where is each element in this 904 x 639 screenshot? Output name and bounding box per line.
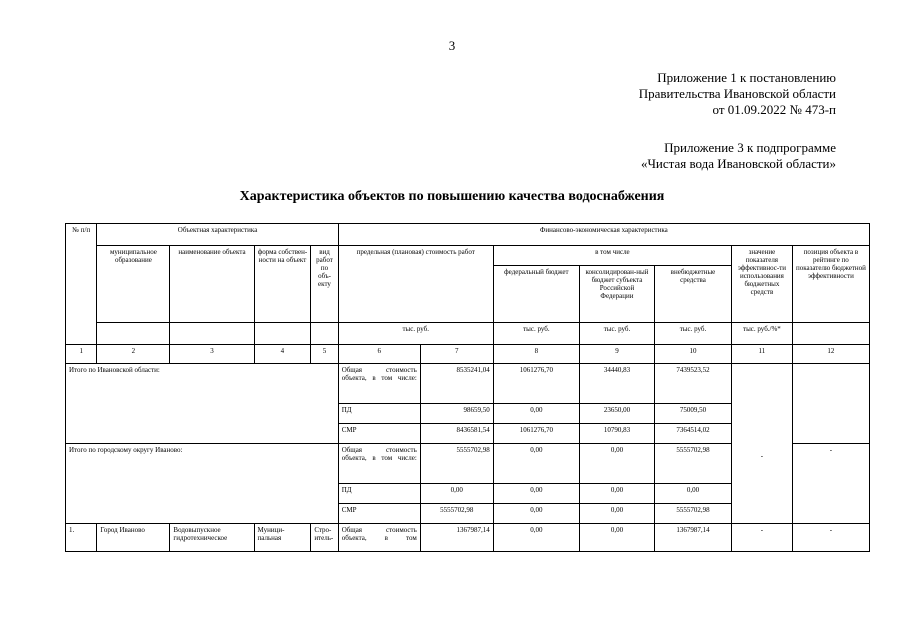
appendix-3-line-1: Приложение 3 к подпрограмме — [664, 140, 836, 155]
document-title: Характеристика объектов по повышению качества водоснабжения — [239, 189, 665, 204]
header-rating: позиция объекта в рейтинге по показателю бюджетной эффективности — [792, 246, 869, 323]
appendix-1-block — [639, 70, 836, 118]
units-consolidated: тыс. руб. — [579, 323, 654, 345]
column-number: 2 — [97, 345, 170, 364]
units-extrabudget: тыс. руб. — [654, 323, 731, 345]
table-cell-consolidated: 0,00 — [579, 484, 654, 504]
table-cell-extrabudget: 0,00 — [654, 484, 731, 504]
item-municipality: Город Иваново — [97, 524, 170, 552]
table-cell-cost: 1367987,14 — [420, 524, 493, 552]
page-number: 3 — [448, 38, 456, 53]
column-number: 10 — [654, 345, 731, 364]
table-cell-consolidated: 0,00 — [579, 444, 654, 484]
units-federal: тыс. руб. — [493, 323, 579, 345]
header-including: в том числе — [493, 246, 731, 266]
column-number: 4 — [254, 345, 311, 364]
header-ownership: форма собствен-ности на объект — [254, 246, 311, 323]
table-cell-rating: - — [792, 444, 869, 524]
table-cell-federal: 0,00 — [493, 524, 579, 552]
appendix-1-line-3: от 01.09.2022 № 473-п — [712, 102, 836, 117]
table-cell-type: Общая стоимость объекта, в том числе: — [338, 444, 420, 484]
column-number: 7 — [420, 345, 493, 364]
column-number: 1 — [66, 345, 97, 364]
table-cell-consolidated: 34440,83 — [579, 364, 654, 404]
column-number: 11 — [732, 345, 793, 364]
column-number: 8 — [493, 345, 579, 364]
table-cell-federal: 1061276,70 — [493, 364, 579, 404]
header-object-name: наименование объекта — [170, 246, 254, 323]
header-planned-cost: предельная (плановая) стоимость работ — [338, 246, 493, 323]
table-cell-federal: 0,00 — [493, 404, 579, 424]
table-cell-extrabudget: 7364514,02 — [654, 424, 731, 444]
header-number: № п/п — [66, 224, 97, 345]
table-cell-consolidated: 10790,83 — [579, 424, 654, 444]
table-cell-consolidated: 0,00 — [579, 504, 654, 524]
header-efficiency: значение показателя эффективнос-ти использования бюджетных средств — [732, 246, 793, 323]
table-cell-cost: 98659,50 — [420, 404, 493, 424]
table-cell-extrabudget: 1367987,14 — [654, 524, 731, 552]
units-empty — [311, 323, 338, 345]
column-number: 9 — [579, 345, 654, 364]
table-cell-efficiency: - — [732, 524, 793, 552]
column-number: 12 — [792, 345, 869, 364]
table-cell-extrabudget: 7439523,52 — [654, 364, 731, 404]
header-municipality: муниципальное образование — [97, 246, 170, 323]
appendix-1-line-2: Правительства Ивановской области — [638, 86, 836, 101]
table-cell-cost: 5555702,98 — [420, 504, 493, 524]
table-cell-type: Общая стоимость объекта, в том — [338, 524, 420, 552]
table-cell-type: СМР — [338, 504, 420, 524]
units-empty — [792, 323, 869, 345]
header-object-characteristics: Объектная характеристика — [97, 224, 338, 246]
table-cell-type: Общая стоимость объекта, в том числе: — [338, 364, 420, 404]
appendix-3-line-2: «Чистая вода Ивановской области» — [640, 156, 836, 171]
header-federal-budget: федеральный бюджет — [493, 266, 579, 323]
item-number: 1. — [66, 524, 97, 552]
item-object-name: Водовыпускное гидротехническое — [170, 524, 254, 552]
total-city-label: Итого по городскому округу Иваново: — [66, 444, 339, 524]
header-extrabudget: внебюджетные средства — [654, 266, 731, 323]
table-cell-cost: 8436581,54 — [420, 424, 493, 444]
column-number: 3 — [170, 345, 254, 364]
table-cell-rating: - — [792, 524, 869, 552]
table-cell-extrabudget: 5555702,98 — [654, 504, 731, 524]
table-cell-federal: 0,00 — [493, 484, 579, 504]
header-consolidated-budget: консолидирован-ный бюджет субъекта Российской Федерации — [579, 266, 654, 323]
column-number: 6 — [338, 345, 420, 364]
table-cell-federal: 0,00 — [493, 444, 579, 484]
units-cost: тыс. руб. — [338, 323, 493, 345]
table-cell-type: СМР — [338, 424, 420, 444]
table-cell-federal: 1061276,70 — [493, 424, 579, 444]
table-cell-cost: 5555702,98 — [420, 444, 493, 484]
table-cell-consolidated: 23650,00 — [579, 404, 654, 424]
header-financial-characteristics: Финансово-экономическая характеристика — [338, 224, 869, 246]
city-efficiency-value: - — [760, 452, 764, 460]
appendix-1-line-1: Приложение 1 к постановлению — [657, 70, 836, 85]
item-ownership: Муници-пальная — [254, 524, 311, 552]
table-cell-cost: 0,00 — [420, 484, 493, 504]
units-empty — [97, 323, 170, 345]
objects-table — [65, 223, 870, 552]
table-cell-type: ПД — [338, 404, 420, 424]
table-cell-extrabudget: 5555702,98 — [654, 444, 731, 484]
item-work-type: Стро-итель- — [311, 524, 338, 552]
units-empty — [254, 323, 311, 345]
appendix-3-block — [641, 140, 836, 172]
units-efficiency: тыс. руб./%* — [732, 323, 793, 345]
table-cell-rating — [792, 364, 869, 444]
table-cell-consolidated: 0,00 — [579, 524, 654, 552]
column-number: 5 — [311, 345, 338, 364]
table-cell-federal: 0,00 — [493, 504, 579, 524]
header-work-type: вид работ по объ-екту — [311, 246, 338, 323]
table-cell-efficiency — [732, 364, 793, 524]
total-region-label: Итого по Ивановской области: — [66, 364, 339, 444]
table-cell-extrabudget: 75009,50 — [654, 404, 731, 424]
table-cell-type: ПД — [338, 484, 420, 504]
units-empty — [170, 323, 254, 345]
table-cell-cost: 8535241,04 — [420, 364, 493, 404]
